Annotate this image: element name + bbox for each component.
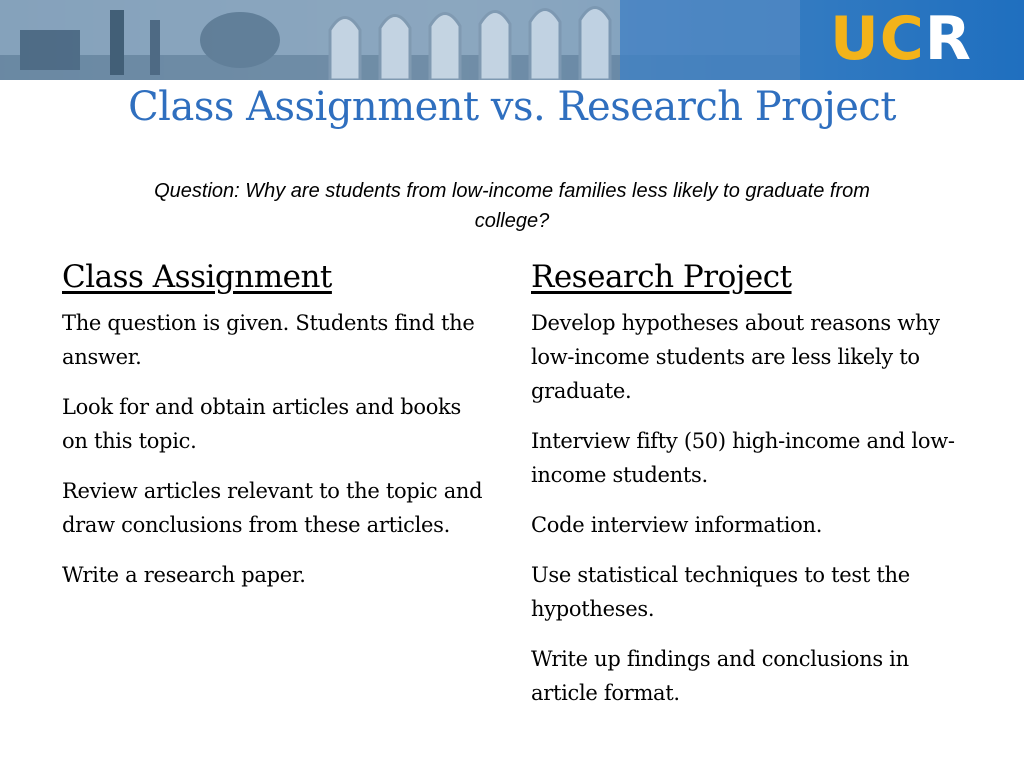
- class-assignment-item: Review articles relevant to the topic and draw conclusions from these articles.: [62, 479, 483, 537]
- research-project-item: Develop hypotheses about reasons why low-income students are less likely to graduate.: [531, 311, 940, 403]
- research-project-heading: Research Project: [531, 259, 792, 295]
- research-project-item: Write up findings and conclusions in article format.: [531, 647, 909, 705]
- campus-photo-graphic: [0, 0, 800, 80]
- ucr-logo: [830, 4, 972, 74]
- logo-uc-text: UC: [830, 4, 925, 74]
- slide-title: Class Assignment vs. Research Project: [128, 84, 896, 130]
- header-banner: [0, 0, 1024, 80]
- class-assignment-item: Write a research paper.: [62, 563, 306, 587]
- question-text: Question: Why are students from low-income families less likely to graduate from college?: [154, 180, 870, 232]
- research-project-item: Interview fifty (50) high-income and low-income students.: [531, 429, 955, 487]
- class-assignment-item: The question is given. Students find the answer.: [62, 311, 475, 369]
- logo-r-text: R: [924, 4, 972, 74]
- research-project-item: Use statistical techniques to test the hypotheses.: [531, 563, 910, 621]
- research-project-column: [531, 256, 971, 726]
- class-assignment-item: Look for and obtain articles and books on this topic.: [62, 395, 461, 453]
- research-project-item: Code interview information.: [531, 513, 823, 537]
- class-assignment-column: [62, 256, 488, 608]
- class-assignment-heading: Class Assignment: [62, 259, 332, 295]
